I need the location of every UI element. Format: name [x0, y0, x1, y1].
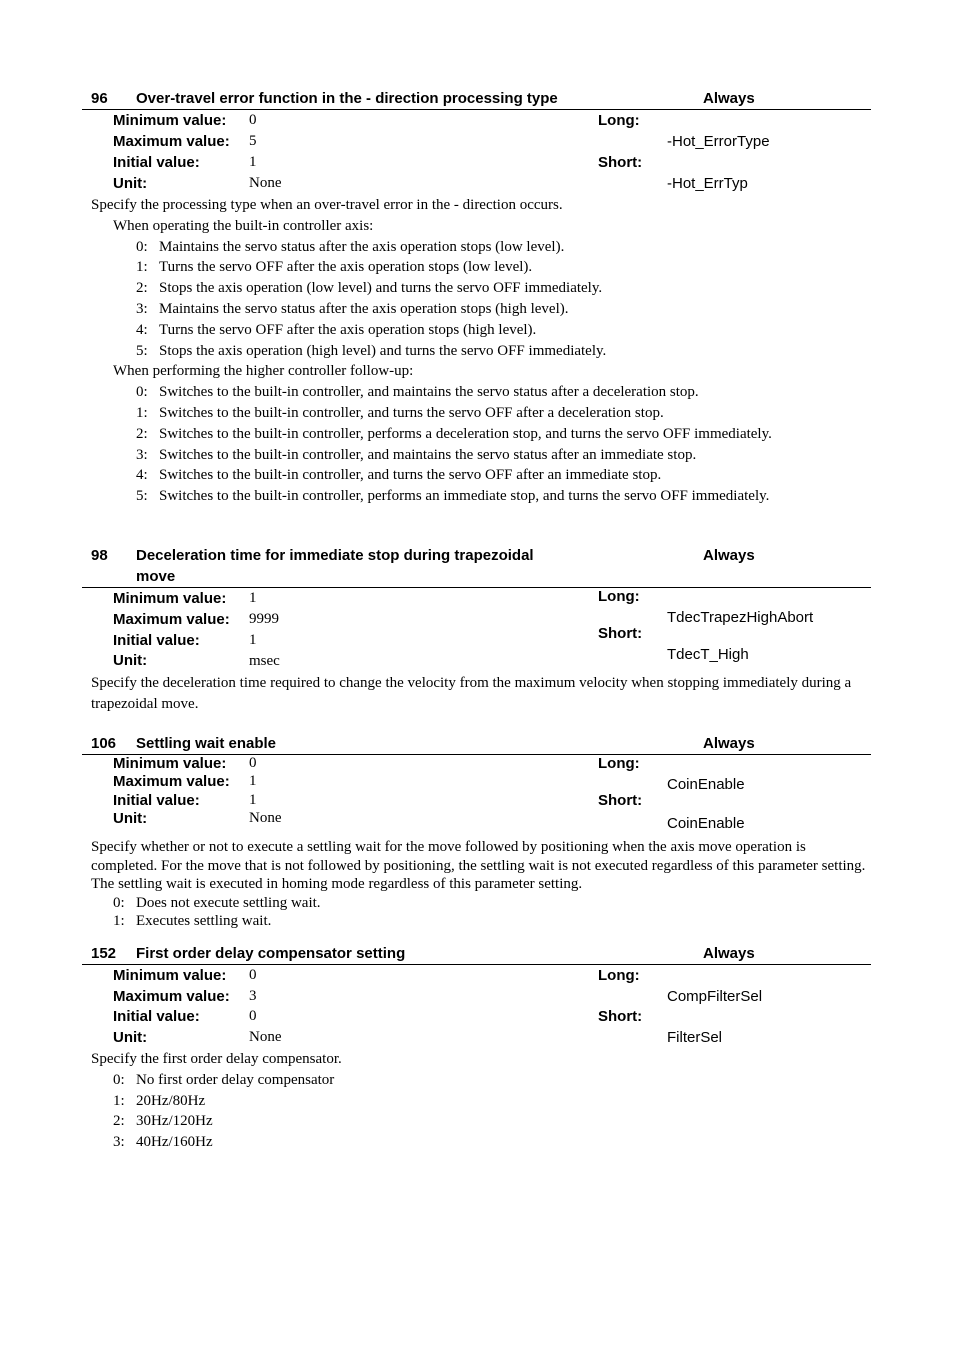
list-text: 40Hz/160Hz [136, 1134, 213, 1151]
min-value: 0 [249, 112, 257, 128]
initial-label: Initial value: [113, 632, 200, 649]
unit-label: Unit: [113, 810, 148, 827]
parameter-values [82, 110, 871, 195]
parameter-title: Deceleration time for immediate stop during trapezoidal move [136, 547, 534, 585]
list-item [82, 278, 871, 299]
list-key: 0: [113, 1071, 125, 1088]
parameter-values [82, 755, 871, 838]
list-item [82, 237, 871, 258]
list-text: Stops the axis operation (high level) and turns the servo OFF immediately. [159, 342, 607, 359]
list-item [82, 465, 871, 486]
list-key: 0: [113, 894, 125, 911]
list-key: 1: [136, 259, 148, 276]
min-value: 0 [249, 755, 257, 771]
unit-value: msec [249, 653, 280, 669]
max-label: Maximum value: [113, 611, 230, 628]
parameter-values [82, 588, 871, 673]
parameter-number: 152 [91, 945, 117, 962]
description-text: Specify whether or not to execute a settling wait for the move followed by positioning when the axis move operation is completed. For the move that is not followed by positioning, the settling wait is not executed regardless of this parameter setting. The settling wait is executed in homing mode regardless of this parameter setting. [91, 839, 866, 893]
list-key: 0: [136, 384, 148, 401]
list-key: 2: [113, 1113, 125, 1130]
list-key: 3: [113, 1134, 125, 1151]
short-name: TdecT_High [667, 646, 749, 663]
max-value: 3 [249, 988, 257, 1004]
section-header [82, 943, 871, 965]
short-name: FilterSel [667, 1029, 723, 1046]
group-heading: When performing the higher controller follow-up: [113, 363, 414, 380]
list-key: 2: [136, 425, 148, 442]
max-label: Maximum value: [113, 133, 230, 150]
list-key: 3: [136, 446, 148, 463]
list-text: 30Hz/120Hz [136, 1113, 213, 1130]
list-item [82, 1132, 871, 1153]
list-text: Does not execute settling wait. [136, 894, 321, 911]
list-item [82, 1111, 871, 1132]
group-heading: When operating the built-in controller axis: [113, 217, 374, 234]
description-text: Specify the processing type when an over-travel error in the - direction occurs. [91, 197, 563, 213]
unit-value: None [249, 175, 282, 191]
long-name: TdecTrapezHighAbort [667, 609, 814, 626]
parameter-section-152 [82, 943, 871, 1153]
list-item [82, 912, 871, 931]
short-name: CoinEnable [667, 815, 745, 832]
list-text: Turns the servo OFF after the axis operation stops (low level). [159, 259, 533, 276]
unit-value: None [249, 810, 282, 826]
list-text: Switches to the built-in controller, and maintains the servo status after a deceleration stop. [159, 384, 699, 401]
initial-value: 1 [249, 632, 257, 648]
list-key: 4: [136, 467, 148, 484]
list-text: Switches to the built-in controller, and maintains the servo status after an immediate stop. [159, 446, 697, 463]
short-name: -Hot_ErrTyp [667, 175, 748, 192]
min-label: Minimum value: [113, 967, 227, 984]
unit-value: None [249, 1029, 282, 1045]
list-text: Switches to the built-in controller, performs an immediate stop, and turns the servo OFF immediately. [159, 488, 770, 505]
list-item [82, 257, 871, 278]
parameter-values [82, 965, 871, 1049]
long-name: CompFilterSel [667, 988, 763, 1005]
max-value: 1 [249, 773, 257, 789]
long-label: Long: [598, 112, 640, 129]
max-label: Maximum value: [113, 988, 230, 1005]
list-item [82, 894, 871, 913]
list-text: Switches to the built-in controller, and turns the servo OFF after a deceleration stop. [159, 404, 664, 421]
initial-label: Initial value: [113, 154, 200, 171]
list-text: 20Hz/80Hz [136, 1092, 206, 1109]
list-item [82, 382, 871, 403]
list-key: 5: [136, 342, 148, 359]
list-key: 3: [136, 300, 148, 317]
long-name: -Hot_ErrorType [667, 133, 770, 150]
long-label: Long: [598, 755, 640, 772]
section-header [82, 733, 871, 755]
section-description [82, 838, 871, 931]
parameter-section-106 [82, 733, 871, 931]
min-label: Minimum value: [113, 590, 227, 607]
initial-label: Initial value: [113, 1008, 200, 1025]
list-text: No first order delay compensator [136, 1071, 335, 1088]
description-text: Specify the first order delay compensator. [91, 1051, 342, 1067]
description-text: Specify the deceleration time required to change the velocity from the maximum velocity when stopping immediately during a trapezoidal move. [91, 675, 852, 712]
list-text: Executes settling wait. [136, 913, 272, 930]
list-item [82, 486, 871, 507]
long-label: Long: [598, 588, 640, 605]
list-key: 1: [113, 913, 125, 930]
list-key: 4: [136, 321, 148, 338]
min-value: 1 [249, 590, 257, 606]
long-label: Long: [598, 967, 640, 984]
min-value: 0 [249, 967, 257, 983]
list-item [82, 299, 871, 320]
list-key: 2: [136, 280, 148, 297]
list-key: 1: [136, 404, 148, 421]
initial-value: 0 [249, 1008, 257, 1024]
min-label: Minimum value: [113, 755, 227, 772]
availability-label: Always [703, 735, 755, 752]
availability-label: Always [703, 90, 755, 107]
parameter-number: 96 [91, 90, 108, 107]
list-item [82, 403, 871, 424]
initial-value: 1 [249, 154, 257, 170]
unit-label: Unit: [113, 175, 148, 192]
parameter-number: 98 [91, 547, 108, 564]
list-text: Maintains the servo status after the axis operation stops (low level). [159, 238, 565, 255]
list-text: Maintains the servo status after the axis operation stops (high level). [159, 300, 569, 317]
list-item [82, 341, 871, 362]
section-description [82, 673, 871, 715]
list-key: 0: [136, 238, 148, 255]
list-item [82, 320, 871, 341]
availability-label: Always [703, 547, 755, 564]
max-label: Maximum value: [113, 773, 230, 790]
list-text: Switches to the built-in controller, and turns the servo OFF after an immediate stop. [159, 467, 662, 484]
list-item [82, 424, 871, 445]
max-value: 5 [249, 133, 257, 149]
list-item [82, 1091, 871, 1112]
parameter-section-96 [82, 88, 871, 507]
short-label: Short: [598, 1008, 643, 1025]
section-description [82, 195, 871, 507]
availability-label: Always [703, 945, 755, 962]
section-description [82, 1049, 871, 1153]
list-key: 1: [113, 1092, 125, 1109]
parameter-title: Over-travel error function in the - direction processing type [136, 90, 558, 107]
parameter-number: 106 [91, 735, 117, 752]
parameter-section-98 [82, 545, 871, 715]
list-text: Switches to the built-in controller, performs a deceleration stop, and turns the servo OFF immediately. [159, 425, 772, 442]
short-label: Short: [598, 154, 643, 171]
list-item [82, 445, 871, 466]
max-value: 9999 [249, 611, 279, 627]
list-item [82, 1070, 871, 1091]
short-label: Short: [598, 792, 643, 809]
initial-label: Initial value: [113, 792, 200, 809]
long-name: CoinEnable [667, 776, 745, 793]
list-key: 5: [136, 488, 148, 505]
list-text: Turns the servo OFF after the axis operation stops (high level). [159, 321, 537, 338]
min-label: Minimum value: [113, 112, 227, 129]
section-header [82, 545, 871, 588]
initial-value: 1 [249, 792, 257, 808]
list-text: Stops the axis operation (low level) and turns the servo OFF immediately. [159, 280, 603, 297]
short-label: Short: [598, 625, 643, 642]
unit-label: Unit: [113, 1029, 148, 1046]
unit-label: Unit: [113, 652, 148, 669]
section-header [82, 88, 871, 110]
parameter-title: First order delay compensator setting [136, 945, 406, 962]
parameter-title: Settling wait enable [136, 735, 277, 752]
